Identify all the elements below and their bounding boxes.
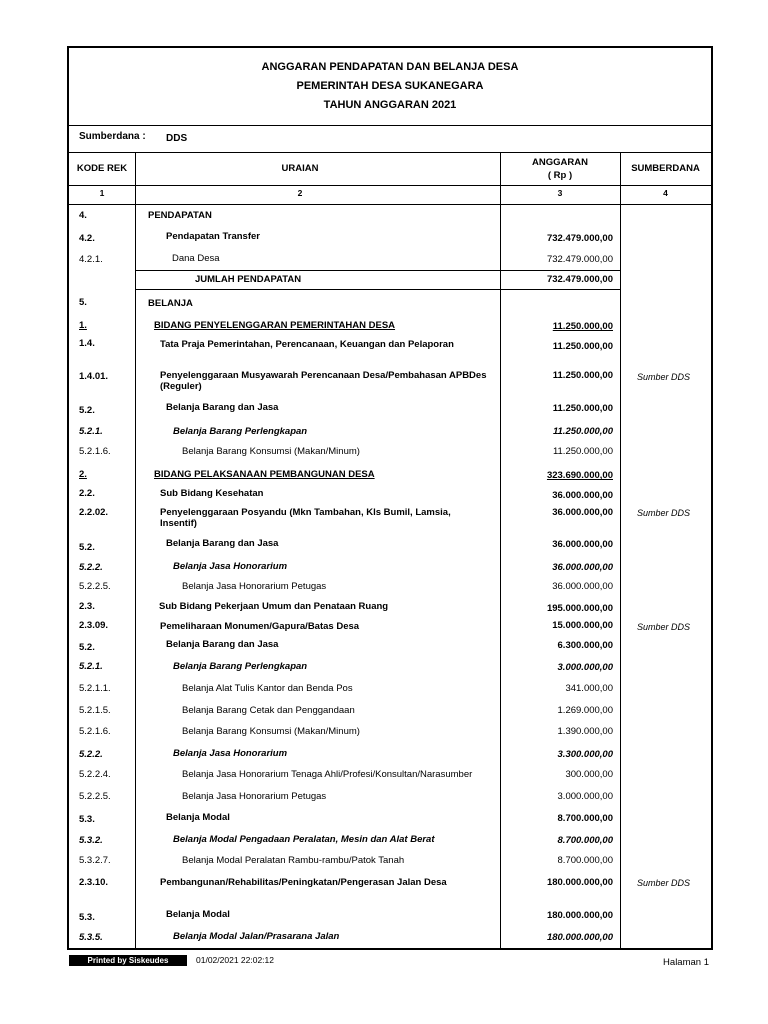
row-source: Sumber DDS xyxy=(637,878,691,888)
row-amount: 11.250.000,00 xyxy=(552,370,613,381)
row-amount: 341.000,00 xyxy=(565,683,613,694)
row-desc: Pendapatan Transfer xyxy=(166,231,260,242)
row-desc: Belanja Jasa Honorarium Petugas xyxy=(182,791,327,802)
row-desc: Belanja Barang dan Jasa xyxy=(166,639,279,650)
row-source: Sumber DDS xyxy=(637,622,691,632)
print-datetime: 01/02/2021 22:02:12 xyxy=(196,955,274,965)
total-label: JUMLAH PENDAPATAN xyxy=(195,274,302,285)
row-desc: Penyelenggaraan Posyandu (Mkn Tambahan, Kls Bumil, Lamsia, Insentif) xyxy=(160,507,451,529)
col-anggaran-unit: ( Rp ) xyxy=(547,170,573,181)
col-num-2: 2 xyxy=(297,188,303,198)
row-amount: 15.000.000,00 xyxy=(552,620,613,631)
row-code: 2.3.09. xyxy=(79,620,109,631)
row-amount: 1.390.000,00 xyxy=(557,726,613,737)
row-code: 5.2.2. xyxy=(79,749,103,760)
row-code: 5.2.2.5. xyxy=(79,581,111,592)
row-amount: 1.269.000,00 xyxy=(557,705,613,716)
row-desc: Belanja Barang dan Jasa xyxy=(166,538,279,549)
row-desc: Belanja Modal xyxy=(166,909,230,920)
row-amount: 3.000.000,00 xyxy=(557,791,613,802)
col-kode-header: KODE REK xyxy=(76,163,128,174)
row-amount: 8.700.000,00 xyxy=(557,855,613,866)
row-code: 2.2.02. xyxy=(79,507,109,518)
row-amount: 11.250.000,00 xyxy=(552,446,613,457)
row-code: 5.2.2.5. xyxy=(79,791,111,802)
row-code: 5.2.1.6. xyxy=(79,726,111,737)
column-divider xyxy=(500,152,501,948)
printed-by-badge: Printed by Siskeudes xyxy=(69,955,187,966)
row-desc: Tata Praja Pemerintahan, Perencanaan, Keuangan dan Pelaporan xyxy=(160,339,454,350)
row-amount: 8.700.000,00 xyxy=(557,835,613,846)
report-title: ANGGARAN PENDAPATAN DAN BELANJA DESA xyxy=(261,61,519,73)
row-code: 5.2.2.4. xyxy=(79,769,111,780)
total-box-line xyxy=(135,289,620,290)
divider xyxy=(69,125,711,126)
row-desc: Pemeliharaan Monumen/Gapura/Batas Desa xyxy=(160,621,360,632)
row-desc: Belanja Barang Perlengkapan xyxy=(173,661,308,672)
row-amount: 11.250.000,00 xyxy=(552,403,613,414)
row-code: 5.2.1.1. xyxy=(79,683,111,694)
row-desc: Belanja Modal Peralatan Rambu-rambu/Patok Tanah xyxy=(182,855,405,866)
row-code: 4.2. xyxy=(79,233,95,244)
sumberdana-label: Sumberdana : xyxy=(79,131,146,142)
row-desc: Belanja Alat Tulis Kantor dan Benda Pos xyxy=(182,683,353,694)
row-code: 5.2.1. xyxy=(79,661,103,672)
row-amount: 36.000.000,00 xyxy=(552,539,613,550)
row-code: 2.3.10. xyxy=(79,877,109,888)
col-num-4: 4 xyxy=(663,188,668,198)
row-desc: Belanja Jasa Honorarium Tenaga Ahli/Profesi/Konsultan/Narasumber xyxy=(182,769,473,780)
row-code: 5.3.2. xyxy=(79,835,103,846)
row-desc: Pembangunan/Rehabilitas/Peningkatan/Pengerasan Jalan Desa xyxy=(160,877,447,888)
row-desc: Belanja Jasa Honorarium xyxy=(173,748,288,759)
row-source: Sumber DDS xyxy=(637,372,691,382)
row-code: 5.2.1.5. xyxy=(79,705,111,716)
row-amount: 180.000.000,00 xyxy=(546,877,613,888)
report-year: TAHUN ANGGARAN 2021 xyxy=(323,99,457,111)
divider xyxy=(69,152,711,153)
row-desc: Belanja Jasa Honorarium Petugas xyxy=(182,581,327,592)
row-code: 5.3.5. xyxy=(79,932,103,943)
row-desc: Belanja Modal xyxy=(166,812,230,823)
col-uraian-header: URAIAN xyxy=(281,163,319,174)
row-desc: BELANJA xyxy=(148,298,193,309)
row-amount: 180.000.000,00 xyxy=(546,910,613,921)
row-code: 5.3.2.7. xyxy=(79,855,111,866)
row-amount: 180.000.000,00 xyxy=(546,932,613,943)
row-code: 5.2. xyxy=(79,642,95,653)
divider xyxy=(69,204,711,205)
row-source: Sumber DDS xyxy=(637,508,691,518)
row-amount: 11.250.000,00 xyxy=(552,426,613,437)
row-amount: 8.700.000,00 xyxy=(557,813,613,824)
column-divider xyxy=(620,152,621,948)
row-desc: Belanja Modal Jalan/Prasarana Jalan xyxy=(173,931,340,942)
row-code: 5.2.1. xyxy=(79,426,103,437)
row-amount: 732.479.000,00 xyxy=(546,233,613,244)
column-divider xyxy=(135,152,136,948)
row-desc: PENDAPATAN xyxy=(148,210,212,221)
row-desc: BIDANG PENYELENGGARAN PEMERINTAHAN DESA xyxy=(154,320,396,331)
row-amount: 36.000.000,00 xyxy=(552,562,613,573)
row-desc: Belanja Barang Konsumsi (Makan/Minum) xyxy=(182,446,360,457)
row-desc: Dana Desa xyxy=(172,253,220,264)
row-desc: Sub Bidang Pekerjaan Umum dan Penataan Ruang xyxy=(159,601,389,612)
row-code: 5.2. xyxy=(79,542,95,553)
row-desc: BIDANG PELAKSANAAN PEMBANGUNAN DESA xyxy=(154,469,375,480)
page-number: Halaman 1 xyxy=(663,957,709,968)
total-amount: 732.479.000,00 xyxy=(546,274,613,285)
divider xyxy=(69,185,711,186)
row-code: 5.3. xyxy=(79,912,95,923)
row-amount: 195.000.000,00 xyxy=(546,603,613,614)
col-anggaran-header: ANGGARAN xyxy=(532,157,588,168)
row-code: 1. xyxy=(79,320,87,331)
row-desc: Belanja Modal Pengadaan Peralatan, Mesin dan Alat Berat xyxy=(173,834,435,845)
row-code: 4. xyxy=(79,210,87,221)
row-code: 2. xyxy=(79,469,87,480)
row-code: 4.2.1. xyxy=(79,254,103,265)
row-code: 1.4. xyxy=(79,338,95,349)
row-code: 5.2. xyxy=(79,405,95,416)
row-amount: 36.000.000,00 xyxy=(552,581,613,592)
row-amount: 3.300.000,00 xyxy=(557,749,613,760)
row-amount: 11.250.000,00 xyxy=(552,321,613,332)
row-code: 5.3. xyxy=(79,814,95,825)
row-amount: 36.000.000,00 xyxy=(552,490,613,501)
col-num-1: 1 xyxy=(99,188,105,198)
total-box-line xyxy=(135,270,620,271)
row-amount: 11.250.000,00 xyxy=(552,341,613,352)
row-desc: Belanja Barang dan Jasa xyxy=(166,402,279,413)
row-amount: 732.479.000,00 xyxy=(546,254,613,265)
row-amount: 3.000.000,00 xyxy=(557,662,613,673)
row-desc: Belanja Barang Cetak dan Penggandaan xyxy=(182,705,355,716)
row-code: 5. xyxy=(79,297,87,308)
row-code: 2.3. xyxy=(79,601,95,612)
sumberdana-value: DDS xyxy=(166,133,188,144)
row-desc: Belanja Barang Konsumsi (Makan/Minum) xyxy=(182,726,360,737)
row-code: 2.2. xyxy=(79,488,95,499)
row-desc: Sub Bidang Kesehatan xyxy=(160,488,264,499)
col-sumberdana-header: SUMBERDANA xyxy=(631,163,700,174)
row-code: 5.2.1.6. xyxy=(79,446,111,457)
row-desc: Penyelenggaraan Musyawarah Perencanaan Desa/Pembahasan APBDes (Reguler) xyxy=(160,370,487,392)
report-village: PEMERINTAH DESA SUKANEGARA xyxy=(296,80,484,92)
row-amount: 36.000.000,00 xyxy=(552,507,613,518)
col-num-3: 3 xyxy=(557,188,563,198)
row-amount: 6.300.000,00 xyxy=(557,640,613,651)
row-amount: 300.000,00 xyxy=(565,769,613,780)
row-desc: Belanja Jasa Honorarium xyxy=(173,561,288,572)
row-amount: 323.690.000,00 xyxy=(546,470,613,481)
row-code: 5.2.2. xyxy=(79,562,103,573)
row-desc: Belanja Barang Perlengkapan xyxy=(173,426,308,437)
row-code: 1.4.01. xyxy=(79,371,109,382)
